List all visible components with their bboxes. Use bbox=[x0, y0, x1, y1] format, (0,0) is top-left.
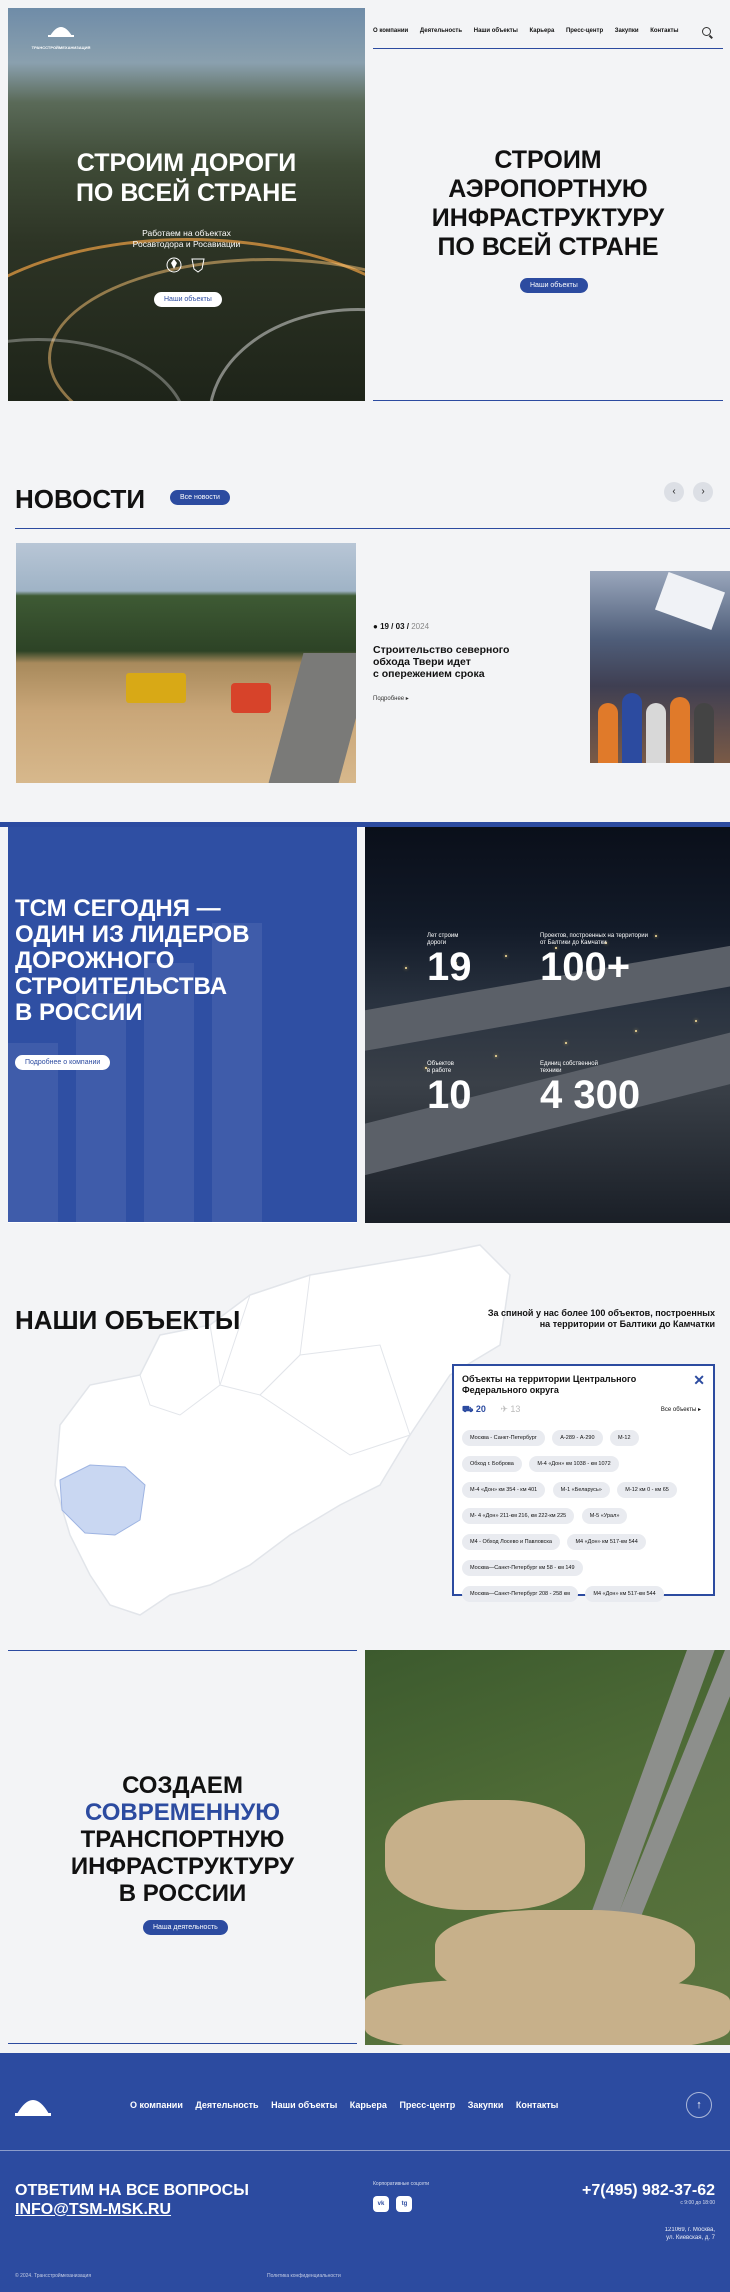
nav-item-press[interactable]: Пресс-центр bbox=[565, 28, 604, 34]
footer-nav bbox=[130, 2100, 568, 2110]
divider bbox=[373, 400, 723, 401]
russia-map[interactable] bbox=[50, 1235, 520, 1635]
divider bbox=[0, 2150, 730, 2151]
divider bbox=[8, 2043, 357, 2044]
bridge-logo-icon bbox=[48, 20, 74, 38]
object-tag[interactable]: Обход г. Боброва bbox=[462, 1456, 522, 1472]
footer-nav-press[interactable]: Пресс-центр bbox=[399, 2100, 456, 2110]
objects-description: За спиной у нас более 100 объектов, построенных на территории от Балтики до Камчатки bbox=[487, 1308, 715, 1329]
scroll-up-icon[interactable]: ↑ bbox=[686, 2092, 712, 2118]
footer-nav-purchases[interactable]: Закупки bbox=[467, 2100, 504, 2110]
stat-in-progress: Объектов в работе 10 bbox=[427, 1061, 472, 1117]
news-more-link[interactable]: Подробнее ▸ bbox=[373, 696, 409, 702]
footer-hours: с 9:00 до 18:00 bbox=[680, 2200, 715, 2206]
prev-arrow-icon[interactable]: ‹ bbox=[664, 482, 684, 502]
stat-projects: Проектов, построенных на территории от Балтики до Камчатки 100+ bbox=[540, 933, 648, 989]
footer-question: ОТВЕТИМ НА ВСЕ ВОПРОСЫ bbox=[15, 2182, 249, 2199]
footer-email[interactable]: INFO@TSM-MSK.RU bbox=[15, 2201, 172, 2218]
company-logo[interactable] bbox=[26, 20, 96, 60]
hero-subtitle: Работаем на объектах Росавтодора и Росавиации bbox=[132, 228, 241, 249]
object-tags bbox=[462, 1426, 705, 1608]
all-news-button[interactable]: Все новости bbox=[170, 490, 230, 505]
tab-airports[interactable]: ✈ 13 bbox=[500, 1404, 521, 1414]
divider bbox=[15, 528, 730, 529]
next-arrow-icon[interactable]: › bbox=[693, 482, 713, 502]
nav-item-activity[interactable]: Деятельность bbox=[419, 28, 463, 34]
panel-tabs bbox=[462, 1404, 705, 1418]
object-tag[interactable]: Москва—Санкт-Петербург 208 - 258 км bbox=[462, 1586, 578, 1602]
about-company-button[interactable]: Подробнее о компании bbox=[15, 1055, 110, 1070]
telegram-icon[interactable]: tg bbox=[396, 2196, 412, 2212]
object-tag[interactable]: М-4 «Дон» км 1038 - км 1072 bbox=[529, 1456, 618, 1472]
object-tag[interactable]: М- 4 «Дон» 211-км 216, км 222-км 225 bbox=[462, 1508, 574, 1524]
footer-nav-objects[interactable]: Наши объекты bbox=[271, 2100, 338, 2110]
news-date: ● 19 / 03 / 2024 bbox=[373, 622, 430, 631]
create-title: СОЗДАЕМ СОВРЕМЕННУЮ ТРАНСПОРТНУЮ ИНФРАСТРУКТУРУ В РОССИИ bbox=[70, 1772, 295, 1907]
footer-nav-career[interactable]: Карьера bbox=[349, 2100, 387, 2110]
all-objects-link[interactable]: Все объекты ▸ bbox=[660, 1407, 701, 1413]
footer-phone[interactable]: +7(495) 982-37-62 bbox=[582, 2182, 715, 2199]
top-nav bbox=[373, 28, 689, 34]
footer-logo-icon[interactable] bbox=[15, 2090, 51, 2118]
footer-nav-activity[interactable]: Деятельность bbox=[195, 2100, 259, 2110]
highway-photo bbox=[365, 1650, 730, 2045]
footer-nav-about[interactable]: О компании bbox=[130, 2100, 183, 2110]
news-headline[interactable]: Строительство северного обхода Твери идет с опережением срока bbox=[373, 644, 510, 680]
logo-text: ТРАНССТРОЙМЕХАНИЗАЦИЯ bbox=[31, 45, 91, 50]
airport-title: СТРОИМ АЭРОПОРТНУЮ ИНФРАСТРУКТУРУ ПО ВСЕЙ СТРАНЕ bbox=[431, 146, 665, 261]
hero-banner bbox=[8, 8, 365, 401]
footer bbox=[0, 2053, 730, 2292]
news-image-next[interactable] bbox=[590, 571, 730, 763]
emblems-icon bbox=[166, 255, 206, 275]
stats-photo bbox=[365, 827, 730, 1223]
search-icon[interactable] bbox=[702, 27, 711, 36]
objects-title: НАШИ ОБЪЕКТЫ bbox=[15, 1305, 241, 1335]
object-tag[interactable]: М-5 «Урал» bbox=[582, 1508, 628, 1524]
airport-objects-button[interactable]: Наши объекты bbox=[520, 278, 588, 293]
object-tag[interactable]: М-4 «Дон» км 354 - км 401 bbox=[462, 1482, 545, 1498]
nav-item-about[interactable]: О компании bbox=[373, 28, 409, 34]
tsm-title: ТСМ СЕГОДНЯ — ОДИН ИЗ ЛИДЕРОВ ДОРОЖНОГО СТРОИТЕЛЬСТВА В РОССИИ bbox=[15, 895, 250, 1026]
copyright: © 2024. Трансстроймеханизация bbox=[15, 2273, 92, 2279]
object-tag[interactable]: М4 «Дон» км 517-км 544 bbox=[567, 1534, 645, 1550]
divider bbox=[373, 48, 723, 49]
footer-nav-contacts[interactable]: Контакты bbox=[515, 2100, 559, 2110]
close-icon[interactable]: ✕ bbox=[693, 1372, 705, 1388]
news-image[interactable] bbox=[16, 543, 356, 783]
vk-icon[interactable]: vk bbox=[373, 2196, 389, 2212]
news-title: НОВОСТИ bbox=[15, 484, 146, 514]
object-tag[interactable]: А-289 - А-290 bbox=[552, 1430, 602, 1446]
social-label: Корпоративные соцсети bbox=[373, 2181, 430, 2187]
divider bbox=[8, 1650, 357, 1651]
object-tag[interactable]: М-12 км 0 - км 65 bbox=[617, 1482, 677, 1498]
social-links bbox=[373, 2192, 415, 2212]
privacy-policy-link[interactable]: Политика конфиденциальности bbox=[267, 2273, 341, 2279]
objects-panel bbox=[452, 1364, 715, 1596]
stat-machinery: Единиц собственной техники 4 300 bbox=[540, 1061, 641, 1117]
object-tag[interactable]: М-12 bbox=[610, 1430, 639, 1446]
nav-item-objects[interactable]: Наши объекты bbox=[473, 28, 518, 34]
map-region[interactable] bbox=[55, 1245, 510, 1615]
hero-objects-button[interactable]: Наши объекты bbox=[154, 292, 222, 307]
nav-item-contacts[interactable]: Контакты bbox=[650, 28, 679, 34]
panel-title: Объекты на территории Центрального Федерального округа bbox=[462, 1374, 637, 1395]
divider bbox=[8, 1222, 357, 1223]
object-tag[interactable]: М4 - Обход Лосево и Павловска bbox=[462, 1534, 560, 1550]
nav-item-career[interactable]: Карьера bbox=[529, 28, 555, 34]
hero-title: СТРОИМ ДОРОГИ ПО ВСЕЙ СТРАНЕ bbox=[75, 149, 298, 207]
footer-address: 121069, г. Москва, ул. Киевская, д. 7 bbox=[664, 2227, 715, 2241]
object-tag[interactable]: М-1 «Беларусь» bbox=[553, 1482, 610, 1498]
object-tag[interactable]: Москва - Санкт-Петербург bbox=[462, 1430, 545, 1446]
tab-roads[interactable]: ⛟ 20 bbox=[462, 1404, 486, 1414]
nav-item-purchases[interactable]: Закупки bbox=[614, 28, 639, 34]
object-tag[interactable]: Москва—Санкт-Петербург км 58 - км 149 bbox=[462, 1560, 583, 1576]
footer-contact bbox=[15, 2181, 249, 2219]
object-tag[interactable]: М4 «Дон» км 517-км 544 bbox=[585, 1586, 663, 1602]
stat-years: Лет строим дороги 19 bbox=[427, 933, 472, 989]
activity-button[interactable]: Наша деятельность bbox=[143, 1920, 228, 1935]
